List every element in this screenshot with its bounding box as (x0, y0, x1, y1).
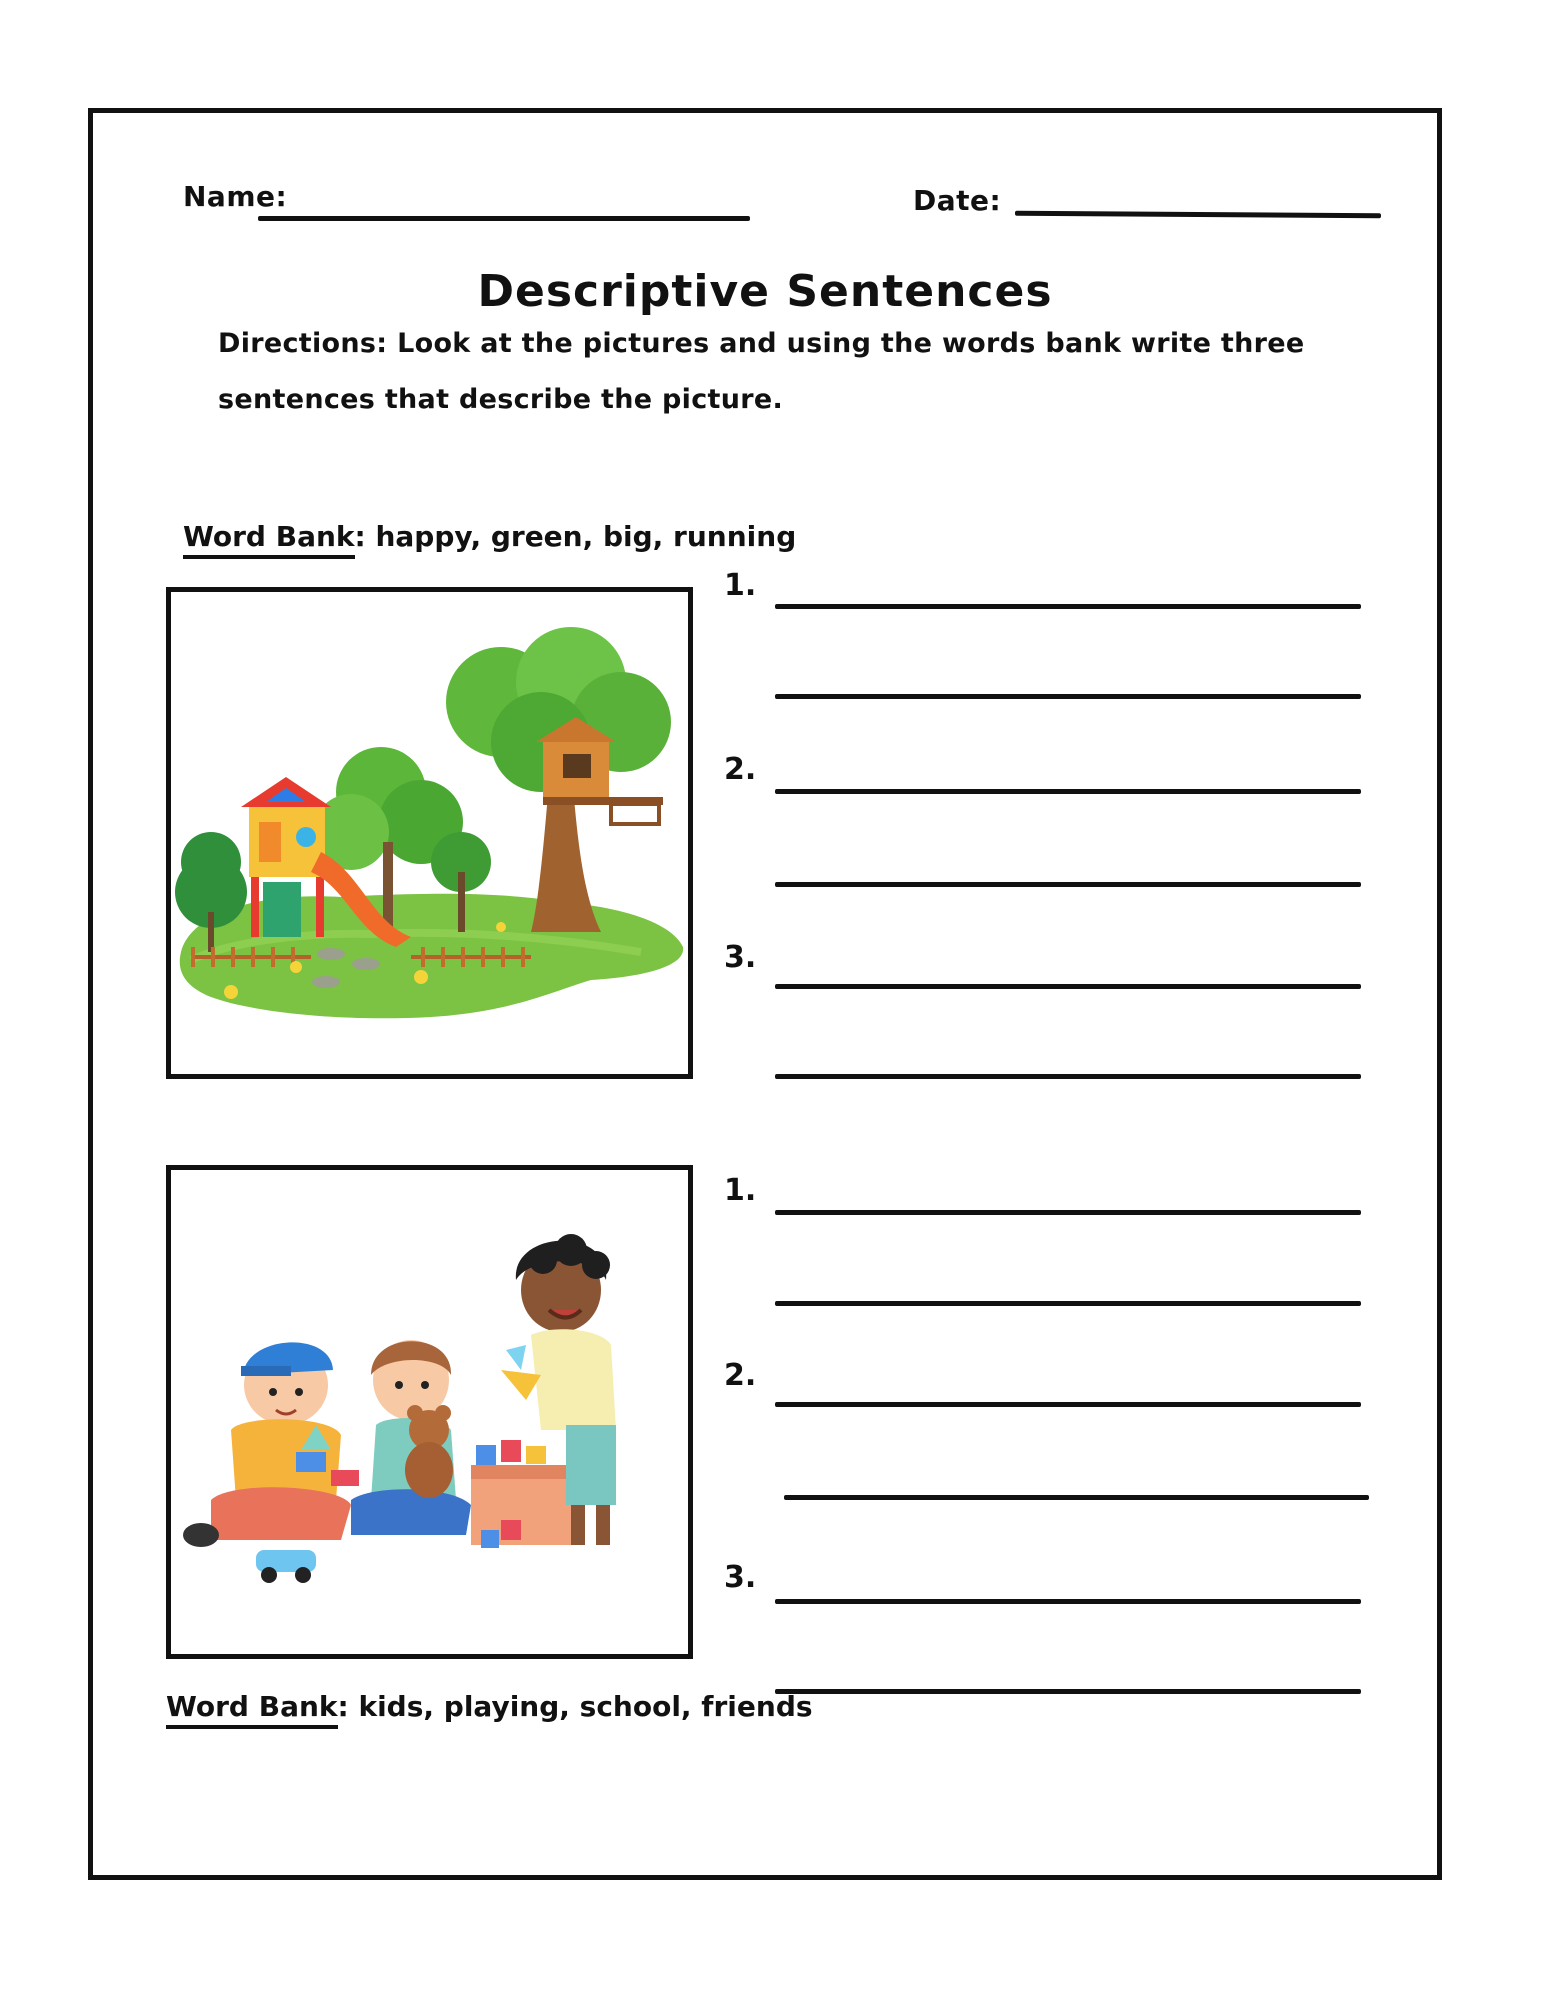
s1-number-1: 1. (724, 568, 757, 603)
word-bank-2-label: Word Bank (166, 1690, 338, 1729)
s1-number-2: 2. (724, 752, 757, 787)
word-bank-2-words: : kids, playing, school, friends (337, 1690, 813, 1723)
word-bank-1-label: Word Bank (183, 520, 355, 559)
playground-illustration-icon (171, 592, 688, 1074)
name-field[interactable] (258, 216, 750, 221)
s2-answer-line-3b[interactable] (775, 1689, 1361, 1694)
s2-answer-line-1b[interactable] (775, 1301, 1361, 1306)
s1-number-3: 3. (724, 940, 757, 975)
s2-answer-line-2b[interactable] (784, 1495, 1369, 1500)
name-label: Name: (183, 180, 288, 213)
s1-answer-line-2b[interactable] (775, 882, 1361, 887)
kids-playing-illustration-icon (171, 1170, 688, 1654)
word-bank-2 (166, 1690, 813, 1723)
s2-answer-line-2a[interactable] (775, 1402, 1361, 1407)
playground-picture (166, 587, 693, 1079)
word-bank-1 (183, 520, 796, 553)
s1-answer-line-1b[interactable] (775, 694, 1361, 699)
s2-number-1: 1. (724, 1173, 757, 1208)
date-label: Date: (913, 184, 1002, 217)
s1-answer-line-2a[interactable] (775, 789, 1361, 794)
s2-answer-line-3a[interactable] (775, 1599, 1361, 1604)
s1-answer-line-3a[interactable] (775, 984, 1361, 989)
s1-answer-line-3b[interactable] (775, 1074, 1361, 1079)
s1-answer-line-1a[interactable] (775, 604, 1361, 609)
directions-text: Directions: Look at the pictures and using the words bank write three sentences that describe the picture. (218, 328, 1305, 415)
s2-answer-line-1a[interactable] (775, 1210, 1361, 1215)
s2-number-3: 3. (724, 1560, 757, 1595)
page-title: Descriptive Sentences (477, 266, 1053, 317)
word-bank-1-words: : happy, green, big, running (354, 520, 797, 553)
s2-number-2: 2. (724, 1358, 757, 1393)
kids-playing-picture (166, 1165, 693, 1659)
